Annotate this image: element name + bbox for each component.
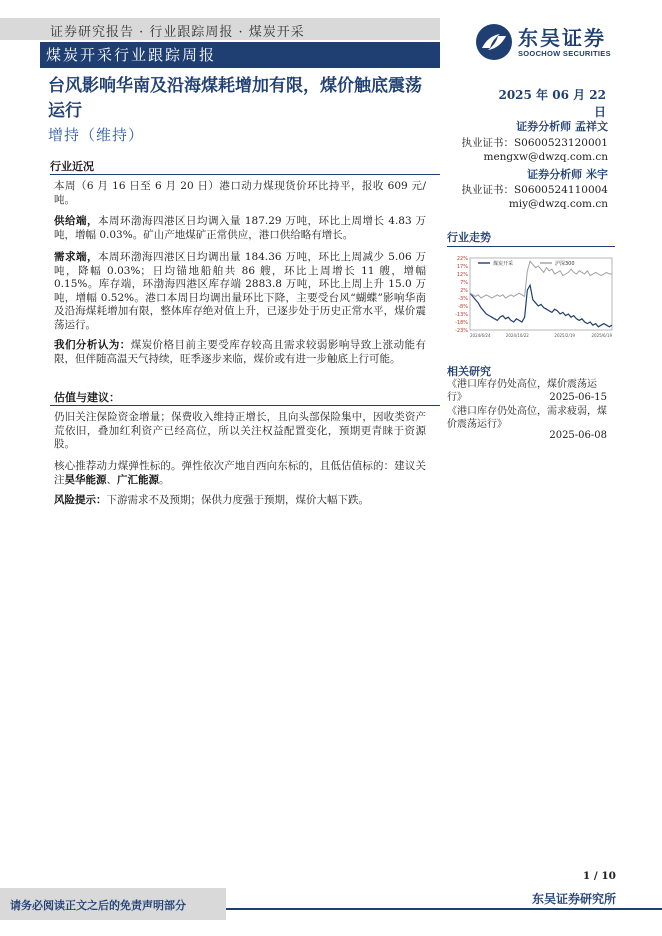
- report-headline: 台风影响华南及沿海煤耗增加有限，煤价触底震荡运行: [48, 76, 422, 121]
- paragraph-demand: [54, 251, 426, 332]
- related-item-date: 2025-06-08: [549, 430, 607, 441]
- y-tick-label: -18%: [455, 320, 468, 326]
- y-tick-label: 22%: [456, 256, 468, 262]
- related-item-title[interactable]: 《港口库存仍处高位，需求疲弱，煤价震荡运行》: [447, 406, 607, 430]
- disclaimer: 请务必阅读正文之后的免责声明部分: [10, 899, 186, 912]
- analysis-label: 我们分析认为：: [54, 339, 131, 351]
- analyst-2-email[interactable]: miy@dwzq.com.cn: [508, 198, 608, 210]
- soochow-logo-icon: [474, 22, 514, 62]
- paragraph-price: 本周（6 月 16 日至 6 月 20 日）港口动力煤现货价环比持平，报收 609 元/吨。: [54, 180, 426, 206]
- analyst-2-cert: 执业证书：S0600524110004: [461, 184, 608, 196]
- x-tick-label: 2025/6/19: [591, 333, 612, 338]
- y-tick-label: 7%: [460, 280, 468, 286]
- analyst-2-title: 证券分析师 米宇: [527, 168, 608, 181]
- section-divider: [50, 405, 440, 406]
- footer-institute: 东吴证券研究所: [531, 892, 616, 906]
- legend-label: 沪深300: [555, 261, 575, 267]
- analyst-1-cert: 执业证书：S0600523120001: [461, 137, 608, 149]
- y-tick-label: 12%: [456, 272, 468, 278]
- risk-text: 下游需求不及预期；保供力度强于预期，煤价大幅下跌。: [106, 494, 369, 506]
- stock-guanghui: 广汇能源: [117, 473, 159, 486]
- y-tick-label: -8%: [458, 304, 468, 310]
- series-line-csi300: [470, 261, 612, 298]
- supply-label: 供给端，: [54, 215, 99, 227]
- paragraph-insurance: 仍旧关注保险资金增量；保费收入维持正增长，且向头部保险集中，因收类资产荒依旧，叠加红利资产已经高位，所以关注权益配置变化，预期更青睐于资源股。: [54, 411, 426, 450]
- company-logo: [474, 22, 644, 68]
- paragraph-supply: [54, 215, 426, 242]
- paragraph-recommendation: [54, 460, 426, 487]
- y-tick-label: -3%: [458, 296, 468, 302]
- analyst-1-title: 证券分析师 孟祥文: [516, 120, 608, 133]
- related-heading: 相关研究: [447, 365, 491, 378]
- page-number: 1 / 10: [582, 870, 616, 882]
- industry-trend-chart: [448, 250, 616, 342]
- report-date: 2025 年 06 月 22 日: [498, 88, 606, 119]
- demand-label: 需求端，: [54, 251, 99, 263]
- rating: 增持（维持）: [48, 126, 145, 144]
- section-divider: [50, 174, 440, 175]
- separator: 、: [106, 473, 117, 486]
- overview-heading: 行业近况: [50, 160, 94, 173]
- supply-text: 本周环渤海四港区日均调入量 187.29 万吨，环比上周增长 4.83 万吨，增幅 0.03%。矿山产地煤矿正常供应，港口供给略有增长。: [54, 215, 427, 241]
- analyst-1-email[interactable]: mengxw@dwzq.com.cn: [483, 151, 608, 163]
- trend-heading: 行业走势: [447, 231, 491, 244]
- series-title: 煤炭开采行业跟踪周报: [46, 46, 217, 64]
- y-tick-label: -13%: [455, 312, 468, 318]
- valuation-heading: 估值与建议：: [54, 391, 120, 404]
- series-line-coal: [470, 285, 612, 327]
- demand-text: 本周环渤海四港区日均调出量 184.36 万吨，环比上周减少 5.06 万吨，降幅 0.03%；日均锚地船舶共 86 艘，环比上周增长 11 艘，增幅 0.15%。库存端，环渤海四港区库存端 2883.8 万吨，环比上周上升 15.0 万吨，增幅 0.52%。港口本周日均调出量环比下降，主要受台风“蝴蝶”影响华南及沿海煤耗增加有限，整体库存绝对值上升，已逐步处于历史正常水平，煤价震荡运行。: [54, 251, 427, 331]
- paragraph-analysis: [54, 339, 426, 366]
- y-tick-label: 2%: [460, 288, 468, 294]
- related-item-title[interactable]: 《港口库存仍处高位，煤价震荡运行》: [447, 379, 597, 403]
- related-item-date: 2025-06-15: [549, 392, 607, 403]
- legend-label: 煤炭开采: [493, 261, 514, 267]
- y-tick-label: -23%: [455, 328, 468, 334]
- footer-rule: [226, 908, 662, 910]
- x-tick-label: 2024/6/24: [470, 333, 491, 338]
- logo-text-en: SOOCHOW SECURITIES: [518, 49, 611, 58]
- period: 。: [159, 473, 170, 486]
- risk-label: 风险提示：: [54, 494, 107, 506]
- analysis-text: 煤炭价格目前主要受库存较高且需求较弱影响导致上涨动能有限，但伴随高温天气持续，旺季逐步来临，煤价或有进一步触底上行可能。: [54, 339, 427, 365]
- section-divider: [447, 246, 615, 247]
- x-tick-label: 2025/2/19: [554, 333, 575, 338]
- stock-haohua: 昊华能源: [64, 473, 107, 486]
- paragraph-risk: [54, 494, 426, 508]
- breadcrumb: 证券研究报告 · 行业跟踪周报 · 煤炭开采: [50, 25, 305, 40]
- recommendation-text: 核心推荐动力煤弹性标的。弹性依次产地自西向东标的，且低估值标的：建议关注: [54, 460, 426, 486]
- x-tick-label: 2024/10/22: [505, 333, 529, 338]
- y-tick-label: 17%: [456, 264, 468, 270]
- logo-text-cn: 东吴证券: [518, 26, 606, 50]
